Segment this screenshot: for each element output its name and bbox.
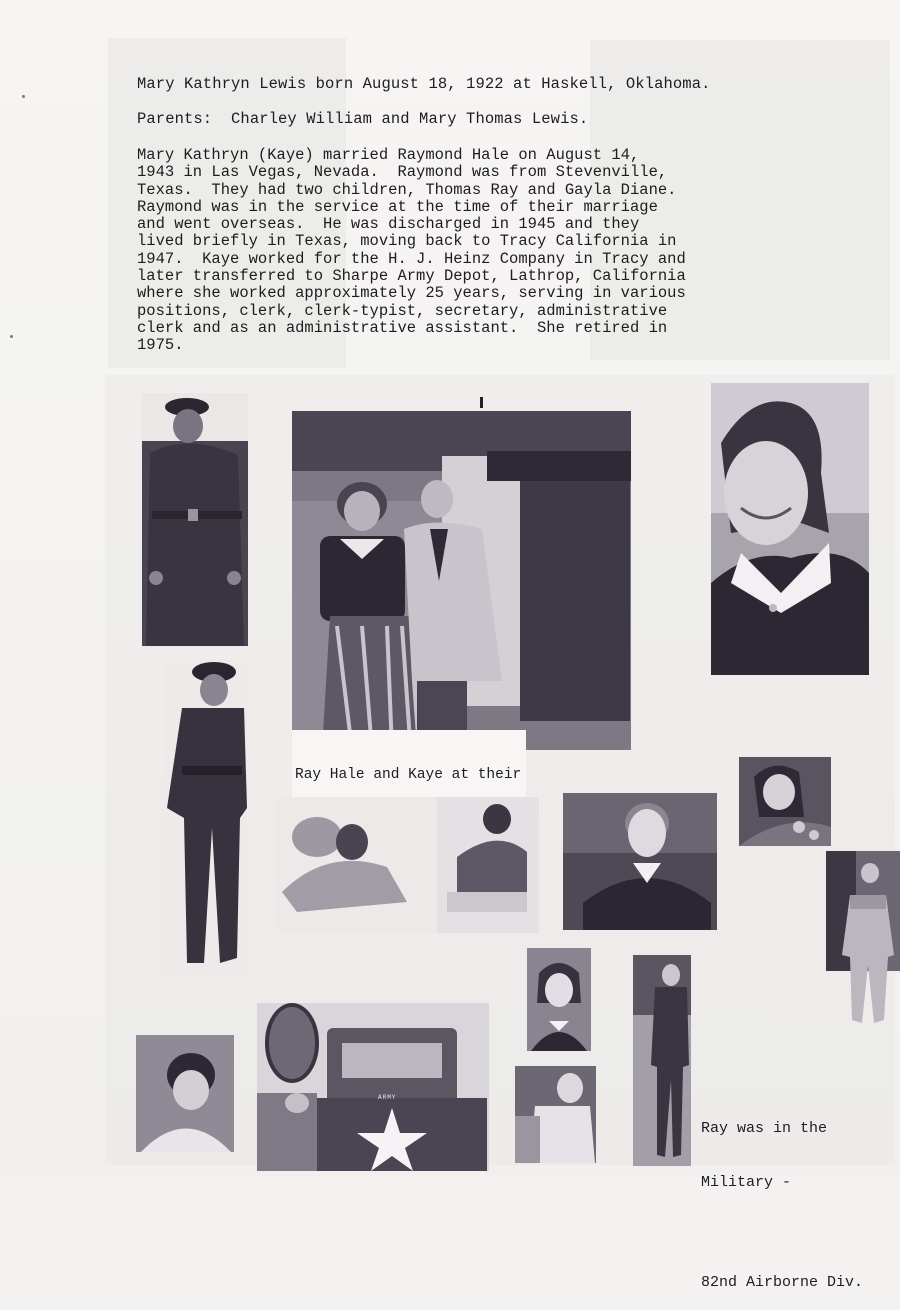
bio-line: 1975. — [137, 336, 184, 355]
soldier-portrait-photo — [142, 393, 248, 646]
parents-line: Parents: Charley William and Mary Thomas Lewis. — [137, 110, 589, 128]
bio-line: clerk and as an administrative assistant. She retired in — [137, 318, 668, 337]
woman-small-portrait-photo — [739, 757, 831, 846]
caption-line: Ray Hale and Kaye at their — [295, 767, 522, 783]
pen-mark — [480, 397, 483, 408]
bio-line: 1943 in Las Vegas, Nevada. Raymond was from Stevenville, — [137, 163, 668, 182]
bio-line: Raymond was in the service at the time of their marriage — [137, 197, 658, 216]
woman-outdoor-photo — [515, 1066, 596, 1163]
truck-marking-text: ARMY — [378, 1094, 397, 1101]
bio-line: positions, clerk, clerk-typist, secretary, administrative — [137, 301, 668, 320]
biography-paragraph — [137, 147, 686, 355]
soldier-field-figure — [838, 885, 898, 1027]
bio-line: Mary Kathryn (Kaye) married Raymond Hale on August 14, — [137, 146, 640, 164]
woman-smiling-photo — [563, 793, 717, 930]
bio-line: lived briefly in Texas, moving back to Tracy California in — [137, 232, 677, 251]
army-truck-photo — [257, 1003, 489, 1171]
caption-line: Military - — [701, 1174, 792, 1191]
bio-line: later transferred to Sharpe Army Depot, Lathrop, California — [137, 267, 686, 286]
soldier-standing-photo — [162, 658, 247, 976]
military-caption — [701, 1084, 863, 1310]
couple-at-home-photo — [292, 411, 631, 750]
bio-line: and went overseas. He was discharged in 1945 and they — [137, 215, 640, 234]
older-woman-photo — [136, 1035, 234, 1152]
caption-line: Ray was in the — [701, 1120, 828, 1137]
bio-line: where she worked approximately 25 years, serving in various — [137, 284, 686, 303]
bio-line: Texas. They had two children, Thomas Ray and Gayla Diane. — [137, 180, 677, 199]
bio-line: 1947. Kaye worked for the H. J. Heinz Company in Tracy and — [137, 249, 686, 268]
caption-line: 82nd Airborne Div. — [701, 1274, 864, 1291]
caption-line — [701, 1228, 863, 1238]
birth-line: Mary Kathryn Lewis born August 18, 1922 at Haskell, Oklahoma. — [137, 75, 711, 93]
speck — [22, 95, 25, 98]
speck — [10, 335, 13, 338]
woman-portrait-photo — [711, 383, 869, 675]
soldier-uniform-photo — [633, 955, 691, 1166]
group-swim-photo — [277, 797, 539, 933]
girl-portrait-photo — [527, 948, 591, 1051]
